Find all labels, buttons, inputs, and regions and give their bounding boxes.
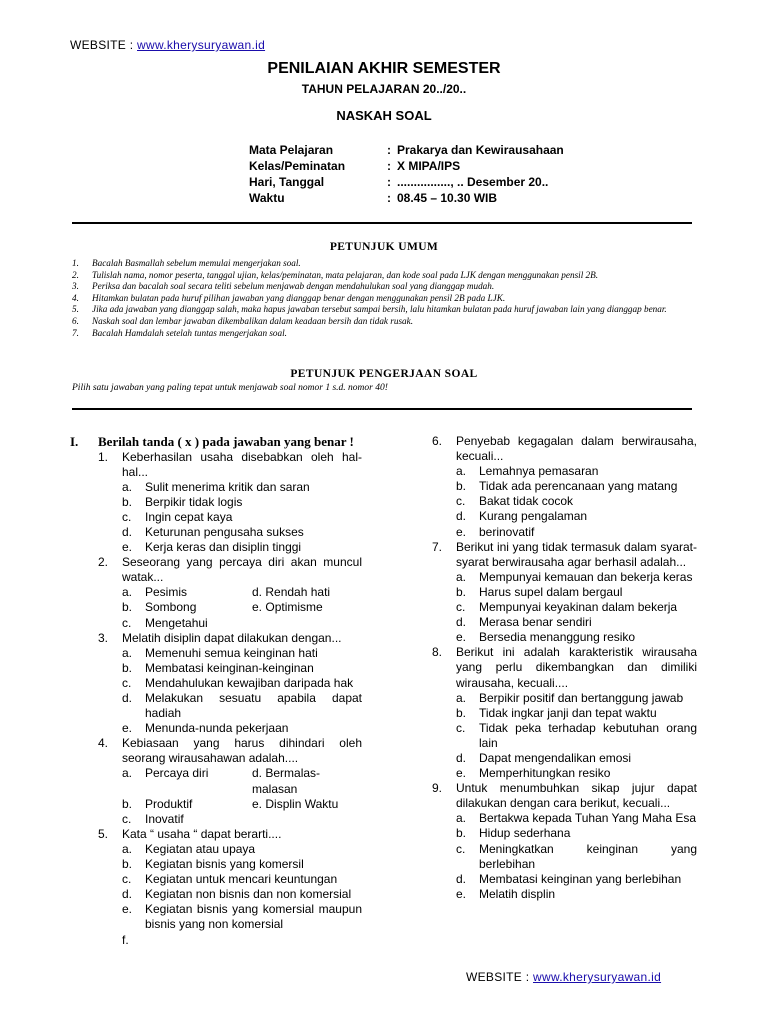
website-header	[70, 38, 265, 52]
website-label: WEBSITE :	[70, 38, 138, 52]
option[interactable]: c. Tidak peka terhadap kebutuhan orang lain	[456, 720, 697, 750]
list-item: 7. Bacalah Hamdalah setelah tuntas mengerjakan soal.	[72, 327, 287, 338]
list-item: 3. Periksa dan bacalah soal secara teliti sebelum menjawab dengan mendahulukan soal yang dianggap mudah.	[72, 281, 495, 292]
option[interactable]: d. Keturunan pengusaha sukses	[122, 524, 304, 539]
option[interactable]: a. Kegiatan atau upaya	[122, 841, 256, 856]
option[interactable]: a. Memenuhi semua keinginan hati	[122, 645, 318, 660]
options	[432, 811, 697, 902]
academic-year: TAHUN PELAJARAN 20../20..	[301, 82, 467, 96]
option[interactable]: d. Kegiatan non bisnis dan non komersial	[122, 887, 352, 902]
option[interactable]: d. Rendah hati	[252, 585, 331, 600]
option[interactable]: d. Merasa benar sendiri	[456, 615, 592, 630]
list-item: 2. Tulislah nama, nomor peserta, tanggal ujian, kelas/peminatan, mata pelajaran, dan kode soal pada LJK dengan menggunakan pensil 2B.	[72, 269, 599, 280]
info-row: Mata Pelajaran : Prakarya dan Kewirausahaan	[249, 143, 564, 157]
options	[432, 691, 697, 782]
page-title: PENILAIAN AKHIR SEMESTER	[267, 60, 501, 77]
list-item: 6. Naskah soal dan lembar jawaban dikembalikan dalam keadaan bersih dan tidak rusak.	[72, 315, 414, 326]
option[interactable]: b. Hidup sederhana	[456, 826, 571, 841]
options	[98, 646, 362, 737]
questions-right-column	[432, 434, 697, 902]
question: 2. Seseorang yang percaya diri akan muncul watak...	[98, 555, 362, 585]
option[interactable]: b. Produktif	[122, 796, 193, 811]
option[interactable]: a. Mempunyai kemauan dan bekerja keras	[456, 569, 693, 584]
option[interactable]: e. Kegiatan bisnis yang komersial maupun bisnis yang non komersial	[122, 902, 362, 932]
option[interactable]: b. Tidak ingkar janji dan tepat waktu	[456, 705, 657, 720]
list-item: 4. Hitamkan bulatan pada huruf pilihan jawaban yang dianggap benar dengan menggunakan pensil 2B pada LJK.	[72, 292, 506, 303]
option[interactable]: b. Tidak ada perencanaan yang matang	[456, 479, 678, 494]
question: 5. Kata “ usaha “ dapat berarti....	[98, 826, 282, 841]
question: 8. Berikut ini adalah karakteristik wirausaha yang perlu dikembangkan dan dimiliki wirausaha, kecuali....	[432, 645, 697, 690]
options	[98, 766, 362, 826]
list-item: 5. Jika ada jawaban yang dianggap salah, maka hapus jawaban tersebut sampai bersih, lalu hitamkan bulatan pada huruf jawaban lain yang dianggap benar.	[72, 304, 667, 315]
option[interactable]: a. Pesimis	[122, 585, 188, 600]
website-footer	[466, 970, 661, 984]
option[interactable]: d. Bermalas-malasan	[252, 766, 321, 796]
options	[432, 570, 697, 645]
option[interactable]: d. Membatasi keinginan yang berlebihan	[456, 871, 682, 886]
option[interactable]: a. Sulit menerima kritik dan saran	[122, 479, 310, 494]
info-row: Waktu : 08.45 – 10.30 WIB	[249, 191, 498, 205]
option[interactable]: b. Berpikir tidak logis	[122, 494, 243, 509]
list-item: 1. Bacalah Basmallah sebelum memulai mengerjakan soal.	[72, 258, 301, 268]
petunjuk-pengerjaan-heading: PETUNJUK PENGERJAAN SOAL	[290, 368, 478, 380]
question: 1. Keberhasilan usaha disebabkan oleh hal-hal...	[98, 449, 362, 479]
website-link[interactable]: www.kherysuryawan.id	[533, 970, 662, 984]
option[interactable]: e. Optimisme	[252, 600, 323, 615]
question: 6. Penyebab kegagalan dalam berwirausaha, kecuali...	[432, 434, 697, 464]
divider	[72, 222, 692, 224]
options	[98, 585, 362, 630]
option[interactable]: e. Displin Waktu	[252, 796, 339, 811]
petunjuk-umum-heading: PETUNJUK UMUM	[329, 241, 439, 253]
option[interactable]: c. Mempunyai keyakinan dalam bekerja	[456, 600, 678, 615]
options	[432, 464, 697, 539]
info-row: Kelas/Peminatan : X MIPA/IPS	[249, 159, 461, 173]
option[interactable]: c. Mengetahui	[122, 615, 208, 630]
petunjuk-umum-list	[72, 258, 690, 339]
option[interactable]: a. Percaya diri	[122, 766, 209, 781]
option[interactable]: e. Menunda-nunda pekerjaan	[122, 721, 289, 736]
divider	[72, 408, 692, 410]
option[interactable]: b. Membatasi keinginan-keinginan	[122, 660, 314, 675]
option[interactable]: b. Sombong	[122, 600, 197, 615]
option[interactable]: c. Inovatif	[122, 811, 184, 826]
question: 4. Kebiasaan yang harus dihindari oleh seorang wirausahawan adalah....	[98, 736, 362, 766]
option[interactable]: d. Kurang pengalaman	[456, 509, 588, 524]
option[interactable]: e. Kerja keras dan disiplin tinggi	[122, 540, 302, 555]
option[interactable]: e. berinovatif	[456, 524, 535, 539]
option[interactable]: b. Harus supel dalam bergaul	[456, 584, 623, 599]
option[interactable]: a. Bertakwa kepada Tuhan Yang Maha Esa	[456, 811, 697, 826]
option[interactable]: a. Lemahnya pemasaran	[456, 464, 599, 479]
option[interactable]: a. Berpikir positif dan bertanggung jawab	[456, 690, 684, 705]
questions-left-column	[70, 434, 362, 948]
option[interactable]: c. Ingin cepat kaya	[122, 509, 233, 524]
question: 7. Berikut ini yang tidak termasuk dalam syarat-syarat berwirausaha agar berhasil adalah...	[432, 539, 697, 569]
option[interactable]: c. Kegiatan untuk mencari keuntungan	[122, 872, 338, 887]
option[interactable]: e. Melatih displin	[456, 886, 556, 901]
options	[98, 842, 362, 948]
option[interactable]: f.	[122, 932, 129, 947]
website-label: WEBSITE :	[466, 970, 534, 984]
option[interactable]: d. Dapat mengendalikan emosi	[456, 750, 632, 765]
petunjuk-pengerjaan-text: Pilih satu jawaban yang paling tepat untuk menjawab soal nomor 1 s.d. nomor 40!	[72, 383, 388, 393]
question: 3. Melatih disiplin dapat dilakukan dengan...	[98, 630, 342, 645]
section-title: I. Berilah tanda ( x ) pada jawaban yang benar !	[70, 434, 354, 449]
question: 9. Untuk menumbuhkan sikap jujur dapat dilakukan dengan cara berikut, kecuali...	[432, 781, 697, 811]
website-link[interactable]: www.kherysuryawan.id	[137, 38, 266, 52]
exam-info	[249, 142, 564, 206]
options	[98, 480, 362, 555]
info-row: Hari, Tanggal : ................, .. Desember 20..	[249, 175, 549, 189]
option[interactable]: e. Memperhitungkan resiko	[456, 766, 611, 781]
option[interactable]: e. Bersedia menanggung resiko	[456, 630, 636, 645]
document-subtitle: NASKAH SOAL	[336, 108, 432, 123]
option[interactable]: d. Melakukan sesuatu apabila dapat hadiah	[122, 691, 362, 721]
option[interactable]: c. Mendahulukan kewajiban daripada hak	[122, 675, 354, 690]
option[interactable]: c. Meningkatkan keinginan yang berlebihan	[456, 841, 697, 871]
option[interactable]: b. Kegiatan bisnis yang komersil	[122, 857, 304, 872]
option[interactable]: c. Bakat tidak cocok	[456, 494, 574, 509]
